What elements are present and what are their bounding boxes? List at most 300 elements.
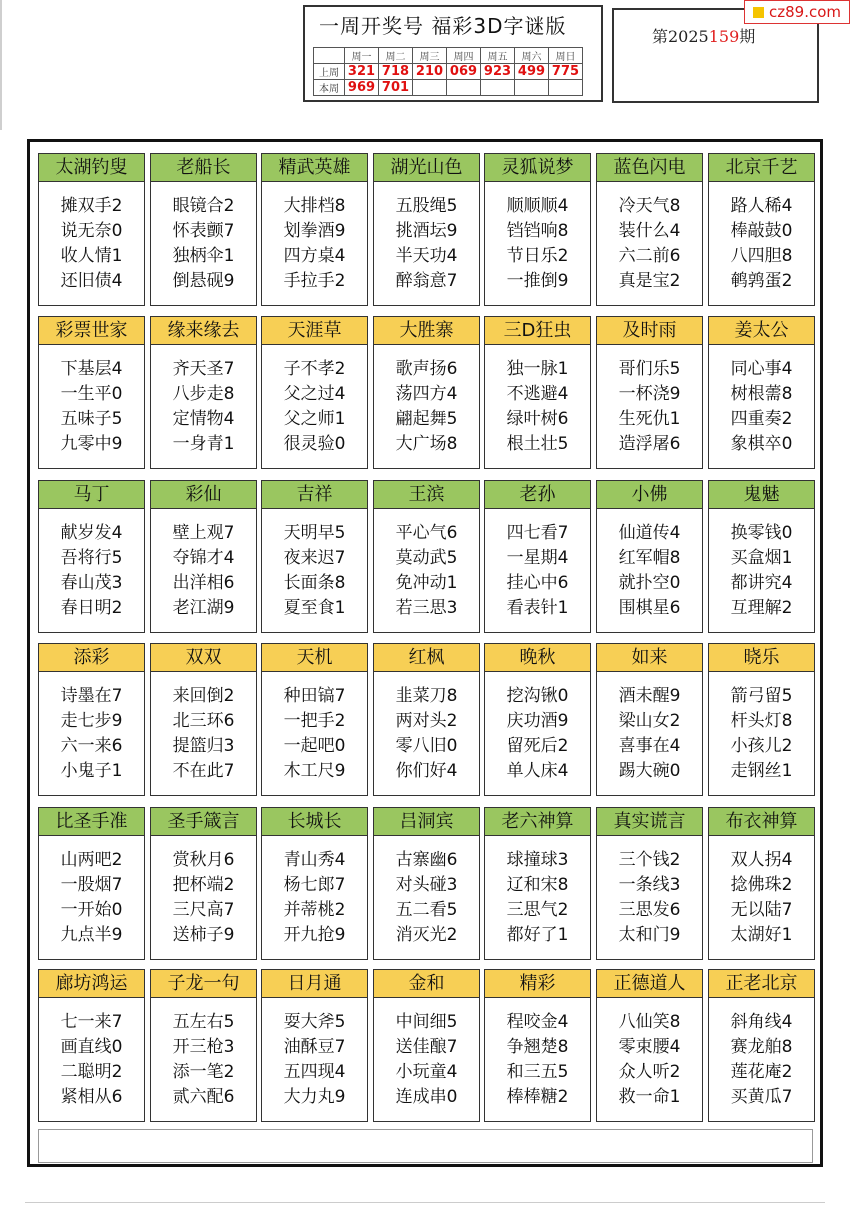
riddle-line: 零束腰4 xyxy=(618,1037,681,1057)
riddle-line: 长面条8 xyxy=(283,573,346,593)
riddle-line: 同心事4 xyxy=(730,359,793,379)
riddle-line: 开九抢9 xyxy=(283,925,346,945)
riddle-card xyxy=(261,969,368,1122)
riddle-line: 九点半9 xyxy=(60,925,123,945)
card-lines xyxy=(709,182,814,294)
riddle-line: 一生平0 xyxy=(60,384,123,404)
day-header: 周三 xyxy=(413,48,447,64)
riddle-line: 杆头灯8 xyxy=(730,711,793,731)
card-lines xyxy=(709,509,814,621)
riddle-card xyxy=(708,643,815,796)
card-author: 如来 xyxy=(597,644,702,672)
riddle-card xyxy=(38,643,145,796)
card-author: 老船长 xyxy=(151,154,256,182)
card-lines xyxy=(485,998,590,1110)
riddle-line: 装什么4 xyxy=(618,221,681,241)
riddle-line: 换零钱0 xyxy=(730,523,793,543)
card-lines xyxy=(262,182,367,294)
card-lines xyxy=(485,672,590,784)
footer-divider xyxy=(25,1202,825,1203)
riddle-line: 杨七郎7 xyxy=(283,875,346,895)
riddle-line: 造浮屠6 xyxy=(618,434,681,454)
riddle-line: 父之过4 xyxy=(283,384,346,404)
riddle-line: 子不孝2 xyxy=(283,359,346,379)
card-author: 真实谎言 xyxy=(597,808,702,836)
riddle-line: 收人情1 xyxy=(60,246,123,266)
riddle-line: 一股烟7 xyxy=(60,875,123,895)
riddle-line: 赛龙舶8 xyxy=(730,1037,793,1057)
riddle-line: 绿叶树6 xyxy=(506,409,569,429)
card-lines xyxy=(485,509,590,621)
riddle-line: 挂心中6 xyxy=(506,573,569,593)
draw-number xyxy=(447,80,481,96)
riddle-line: 荡四方4 xyxy=(395,384,458,404)
riddle-line: 歌声扬6 xyxy=(395,359,458,379)
riddle-line: 单人床4 xyxy=(506,761,569,781)
riddle-line: 四方桌4 xyxy=(283,246,346,266)
riddle-line: 春山茂3 xyxy=(60,573,123,593)
card-lines xyxy=(485,345,590,457)
issue-suffix: 期 xyxy=(739,27,756,46)
riddle-line: 把杯端2 xyxy=(172,875,235,895)
riddle-line: 球撞球3 xyxy=(506,850,569,870)
riddle-line: 救一命1 xyxy=(618,1087,681,1107)
riddle-line: 九零中9 xyxy=(60,434,123,454)
draw-number: 499 xyxy=(515,64,549,80)
card-lines xyxy=(597,998,702,1110)
card-author: 彩票世家 xyxy=(39,317,144,345)
riddle-line: 不在此7 xyxy=(172,761,235,781)
riddle-line: 八四胆8 xyxy=(730,246,793,266)
riddle-line: 辽和宋8 xyxy=(506,875,569,895)
riddle-line: 五四现4 xyxy=(283,1062,346,1082)
riddle-card xyxy=(484,807,591,960)
riddle-line: 夏至食1 xyxy=(283,598,346,618)
riddle-card xyxy=(596,153,703,306)
riddle-line: 鹌鹑蛋2 xyxy=(730,271,793,291)
riddle-line: 来回倒2 xyxy=(172,686,235,706)
card-author: 子龙一句 xyxy=(151,970,256,998)
riddle-card xyxy=(373,969,480,1122)
card-author: 蓝色闪电 xyxy=(597,154,702,182)
draw-number: 321 xyxy=(345,64,379,80)
riddle-line: 都讲究4 xyxy=(730,573,793,593)
draw-number: 718 xyxy=(379,64,413,80)
riddle-line: 添一笔2 xyxy=(172,1062,235,1082)
left-edge-divider xyxy=(0,0,2,130)
card-lines xyxy=(709,345,814,457)
draw-number xyxy=(549,80,583,96)
draw-number xyxy=(515,80,549,96)
card-author: 小佛 xyxy=(597,481,702,509)
riddle-card xyxy=(373,480,480,633)
riddle-card xyxy=(484,153,591,306)
card-lines xyxy=(597,182,702,294)
riddle-card xyxy=(261,316,368,469)
riddle-line: 春日明2 xyxy=(60,598,123,618)
card-author: 姜太公 xyxy=(709,317,814,345)
draw-number: 701 xyxy=(379,80,413,96)
riddle-line: 六二前6 xyxy=(618,246,681,266)
riddle-line: 留死后2 xyxy=(506,736,569,756)
riddle-line: 三尺高7 xyxy=(172,900,235,920)
riddle-line: 仙道传4 xyxy=(618,523,681,543)
riddle-line: 提篮归3 xyxy=(172,736,235,756)
riddle-line: 一起吧0 xyxy=(283,736,346,756)
riddle-line: 油酥豆7 xyxy=(283,1037,346,1057)
riddle-line: 中间细5 xyxy=(395,1012,458,1032)
riddle-line: 太和门9 xyxy=(618,925,681,945)
card-author: 添彩 xyxy=(39,644,144,672)
riddle-line: 下基层4 xyxy=(60,359,123,379)
card-author: 王滨 xyxy=(374,481,479,509)
card-lines xyxy=(709,672,814,784)
riddle-line: 很灵验0 xyxy=(283,434,346,454)
last-week-row xyxy=(314,64,583,80)
draw-number: 069 xyxy=(447,64,481,80)
card-author: 太湖钓叟 xyxy=(39,154,144,182)
riddle-line: 冷天气8 xyxy=(618,196,681,216)
riddle-line: 一杯浇9 xyxy=(618,384,681,404)
riddle-line: 老江湖9 xyxy=(172,598,235,618)
riddle-line: 两对头2 xyxy=(395,711,458,731)
card-author: 灵狐说梦 xyxy=(485,154,590,182)
riddle-line: 翩起舞5 xyxy=(395,409,458,429)
card-author: 吉祥 xyxy=(262,481,367,509)
riddle-line: 互理解2 xyxy=(730,598,793,618)
riddle-line: 大排档8 xyxy=(283,196,346,216)
day-header: 周日 xyxy=(549,48,583,64)
riddle-line: 走钢丝1 xyxy=(730,761,793,781)
riddle-line: 二聪明2 xyxy=(60,1062,123,1082)
riddle-line: 围棋星6 xyxy=(618,598,681,618)
card-author: 晓乐 xyxy=(709,644,814,672)
riddle-line: 耍大斧5 xyxy=(283,1012,346,1032)
card-lines xyxy=(39,672,144,784)
riddle-card xyxy=(484,969,591,1122)
card-lines xyxy=(39,182,144,294)
card-lines xyxy=(709,998,814,1110)
riddle-line: 棒棒糖2 xyxy=(506,1087,569,1107)
riddle-line: 酒未醒9 xyxy=(618,686,681,706)
riddle-card xyxy=(484,480,591,633)
card-author: 日月通 xyxy=(262,970,367,998)
card-lines xyxy=(262,672,367,784)
riddle-card xyxy=(38,316,145,469)
riddle-line: 免冲动1 xyxy=(395,573,458,593)
riddle-line: 无以陆7 xyxy=(730,900,793,920)
riddle-line: 七一来7 xyxy=(60,1012,123,1032)
riddle-line: 一把手2 xyxy=(283,711,346,731)
riddle-card xyxy=(150,316,257,469)
riddle-line: 还旧债4 xyxy=(60,271,123,291)
riddle-line: 路人稀4 xyxy=(730,196,793,216)
riddle-line: 生死仇1 xyxy=(618,409,681,429)
riddle-line: 山两吧2 xyxy=(60,850,123,870)
riddle-line: 众人听2 xyxy=(618,1062,681,1082)
riddle-line: 手拉手2 xyxy=(283,271,346,291)
card-author: 北京千艺 xyxy=(709,154,814,182)
day-header: 周四 xyxy=(447,48,481,64)
card-author: 精彩 xyxy=(485,970,590,998)
riddle-line: 摊双手2 xyxy=(60,196,123,216)
riddle-line: 六一来6 xyxy=(60,736,123,756)
riddle-card xyxy=(708,480,815,633)
riddle-line: 买黄瓜7 xyxy=(730,1087,793,1107)
riddle-line: 种田镐7 xyxy=(283,686,346,706)
site-badge[interactable] xyxy=(744,0,850,24)
card-author: 长城长 xyxy=(262,808,367,836)
card-lines xyxy=(151,509,256,621)
issue-prefix: 第2025 xyxy=(652,27,709,46)
riddle-card xyxy=(596,807,703,960)
issue-number: 159 xyxy=(708,27,740,46)
card-lines xyxy=(597,509,702,621)
riddle-card xyxy=(373,153,480,306)
riddle-card xyxy=(150,807,257,960)
draw-number xyxy=(481,80,515,96)
riddle-line: 消灭光2 xyxy=(395,925,458,945)
card-author: 金和 xyxy=(374,970,479,998)
riddle-card xyxy=(150,969,257,1122)
riddle-line: 连成串0 xyxy=(395,1087,458,1107)
row-label: 本周 xyxy=(314,80,345,96)
riddle-line: 踢大碗0 xyxy=(618,761,681,781)
riddle-line: 开三枪3 xyxy=(172,1037,235,1057)
card-author: 布衣神算 xyxy=(709,808,814,836)
draw-number: 775 xyxy=(549,64,583,80)
badge-text: cz89.com xyxy=(769,3,842,21)
card-lines xyxy=(597,672,702,784)
riddle-card xyxy=(373,316,480,469)
riddle-line: 和三五5 xyxy=(506,1062,569,1082)
riddle-line: 就扑空0 xyxy=(618,573,681,593)
day-header: 周二 xyxy=(379,48,413,64)
card-lines xyxy=(151,672,256,784)
riddle-line: 小玩童4 xyxy=(395,1062,458,1082)
riddle-line: 八步走8 xyxy=(172,384,235,404)
riddle-line: 贰六配6 xyxy=(172,1087,235,1107)
riddle-card xyxy=(484,316,591,469)
riddle-card xyxy=(261,807,368,960)
riddle-line: 你们好4 xyxy=(395,761,458,781)
card-lines xyxy=(39,998,144,1110)
riddle-line: 独柄伞1 xyxy=(172,246,235,266)
card-author: 比圣手准 xyxy=(39,808,144,836)
riddle-card xyxy=(484,643,591,796)
riddle-line: 吾将行5 xyxy=(60,548,123,568)
card-author: 圣手箴言 xyxy=(151,808,256,836)
card-lines xyxy=(374,182,479,294)
riddle-card xyxy=(150,480,257,633)
riddle-line: 莫动武5 xyxy=(395,548,458,568)
day-header: 周五 xyxy=(481,48,515,64)
card-lines xyxy=(151,998,256,1110)
draw-number: 969 xyxy=(345,80,379,96)
riddle-card xyxy=(38,480,145,633)
riddle-line: 五股绳5 xyxy=(395,196,458,216)
card-lines xyxy=(597,345,702,457)
card-author: 大胜寨 xyxy=(374,317,479,345)
card-author: 彩仙 xyxy=(151,481,256,509)
riddle-line: 零八旧0 xyxy=(395,736,458,756)
riddle-line: 韭菜刀8 xyxy=(395,686,458,706)
card-author: 廊坊鸿运 xyxy=(39,970,144,998)
riddle-card xyxy=(708,969,815,1122)
card-lines xyxy=(374,509,479,621)
riddle-line: 象棋卒0 xyxy=(730,434,793,454)
riddle-line: 半天功4 xyxy=(395,246,458,266)
riddle-line: 梁山女2 xyxy=(618,711,681,731)
day-header: 周一 xyxy=(345,48,379,64)
badge-square-icon xyxy=(753,7,764,18)
riddle-line: 根土壮5 xyxy=(506,434,569,454)
bottom-note-box xyxy=(38,1129,813,1163)
riddle-line: 双人拐4 xyxy=(730,850,793,870)
riddle-card xyxy=(373,643,480,796)
riddle-line: 夺锦才4 xyxy=(172,548,235,568)
card-lines xyxy=(39,509,144,621)
card-lines xyxy=(374,836,479,948)
riddle-line: 四七看7 xyxy=(506,523,569,543)
riddle-line: 太湖好1 xyxy=(730,925,793,945)
riddle-line: 倒悬砚9 xyxy=(172,271,235,291)
riddle-line: 五左右5 xyxy=(172,1012,235,1032)
card-lines xyxy=(262,998,367,1110)
card-lines xyxy=(151,836,256,948)
riddle-line: 怀表颤7 xyxy=(172,221,235,241)
card-lines xyxy=(485,836,590,948)
riddle-line: 木工尺9 xyxy=(283,761,346,781)
riddle-card xyxy=(596,969,703,1122)
riddle-card xyxy=(373,807,480,960)
riddle-line: 五二看5 xyxy=(395,900,458,920)
riddle-line: 齐天圣7 xyxy=(172,359,235,379)
riddle-card xyxy=(150,153,257,306)
riddle-line: 独一脉1 xyxy=(506,359,569,379)
riddle-line: 顺顺顺4 xyxy=(506,196,569,216)
riddle-line: 画直线0 xyxy=(60,1037,123,1057)
riddle-line: 三个钱2 xyxy=(618,850,681,870)
draw-number: 923 xyxy=(481,64,515,80)
riddle-card xyxy=(261,643,368,796)
card-lines xyxy=(485,182,590,294)
card-author: 正老北京 xyxy=(709,970,814,998)
riddle-line: 挖沟锹0 xyxy=(506,686,569,706)
riddle-line: 棒敲鼓0 xyxy=(730,221,793,241)
riddle-line: 捻佛珠2 xyxy=(730,875,793,895)
riddle-line: 划拳酒9 xyxy=(283,221,346,241)
riddle-card xyxy=(38,153,145,306)
riddle-line: 不逃避4 xyxy=(506,384,569,404)
card-author: 红枫 xyxy=(374,644,479,672)
riddle-line: 赏秋月6 xyxy=(172,850,235,870)
riddle-line: 献岁发4 xyxy=(60,523,123,543)
card-author: 三D狂虫 xyxy=(485,317,590,345)
riddle-line: 出洋相6 xyxy=(172,573,235,593)
riddle-line: 醉翁意7 xyxy=(395,271,458,291)
card-lines xyxy=(262,509,367,621)
riddle-line: 走七步9 xyxy=(60,711,123,731)
riddle-line: 八仙笑8 xyxy=(618,1012,681,1032)
riddle-line: 定情物4 xyxy=(172,409,235,429)
riddle-card xyxy=(596,316,703,469)
riddle-card xyxy=(708,153,815,306)
card-author: 缘来缘去 xyxy=(151,317,256,345)
riddle-line: 莲花庵2 xyxy=(730,1062,793,1082)
card-lines xyxy=(597,836,702,948)
riddle-line: 一条线3 xyxy=(618,875,681,895)
card-author: 吕洞宾 xyxy=(374,808,479,836)
riddle-line: 斜角线4 xyxy=(730,1012,793,1032)
riddle-line: 说无奈0 xyxy=(60,221,123,241)
riddle-line: 红军帽8 xyxy=(618,548,681,568)
riddle-line: 看表针1 xyxy=(506,598,569,618)
card-lines xyxy=(151,182,256,294)
riddle-line: 平心气6 xyxy=(395,523,458,543)
riddle-line: 一身青1 xyxy=(172,434,235,454)
riddle-line: 诗墨在7 xyxy=(60,686,123,706)
riddle-line: 并蒂桃2 xyxy=(283,900,346,920)
riddle-card xyxy=(596,480,703,633)
card-lines xyxy=(151,345,256,457)
riddle-line: 送柿子9 xyxy=(172,925,235,945)
riddle-card xyxy=(708,316,815,469)
riddle-line: 真是宝2 xyxy=(618,271,681,291)
card-author: 天涯草 xyxy=(262,317,367,345)
card-author: 老孙 xyxy=(485,481,590,509)
card-author: 正德道人 xyxy=(597,970,702,998)
riddle-line: 夜来迟7 xyxy=(283,548,346,568)
card-author: 双双 xyxy=(151,644,256,672)
card-lines xyxy=(374,345,479,457)
riddle-line: 节日乐2 xyxy=(506,246,569,266)
riddle-grid xyxy=(27,139,823,1167)
this-week-row xyxy=(314,80,583,96)
riddle-line: 五味子5 xyxy=(60,409,123,429)
results-header-row xyxy=(314,48,583,64)
riddle-line: 哥们乐5 xyxy=(618,359,681,379)
riddle-line: 一开始0 xyxy=(60,900,123,920)
riddle-line: 天明早5 xyxy=(283,523,346,543)
card-lines xyxy=(39,345,144,457)
riddle-line: 壁上观7 xyxy=(172,523,235,543)
riddle-line: 一推倒9 xyxy=(506,271,569,291)
card-lines xyxy=(262,836,367,948)
riddle-line: 铛铛响8 xyxy=(506,221,569,241)
card-author: 鬼魅 xyxy=(709,481,814,509)
riddle-card xyxy=(38,969,145,1122)
row-label: 上周 xyxy=(314,64,345,80)
issue-label xyxy=(652,24,755,47)
card-author: 天机 xyxy=(262,644,367,672)
riddle-line: 青山秀4 xyxy=(283,850,346,870)
weekly-results-panel xyxy=(303,5,603,102)
card-author: 老六神算 xyxy=(485,808,590,836)
riddle-card xyxy=(596,643,703,796)
draw-number xyxy=(413,80,447,96)
card-lines xyxy=(374,672,479,784)
riddle-line: 北三环6 xyxy=(172,711,235,731)
riddle-line: 眼镜合2 xyxy=(172,196,235,216)
card-lines xyxy=(374,998,479,1110)
riddle-line: 小孩儿2 xyxy=(730,736,793,756)
riddle-line: 挑酒坛9 xyxy=(395,221,458,241)
riddle-line: 树根薷8 xyxy=(730,384,793,404)
riddle-line: 三思发6 xyxy=(618,900,681,920)
riddle-line: 三思气2 xyxy=(506,900,569,920)
riddle-line: 古寨幽6 xyxy=(395,850,458,870)
